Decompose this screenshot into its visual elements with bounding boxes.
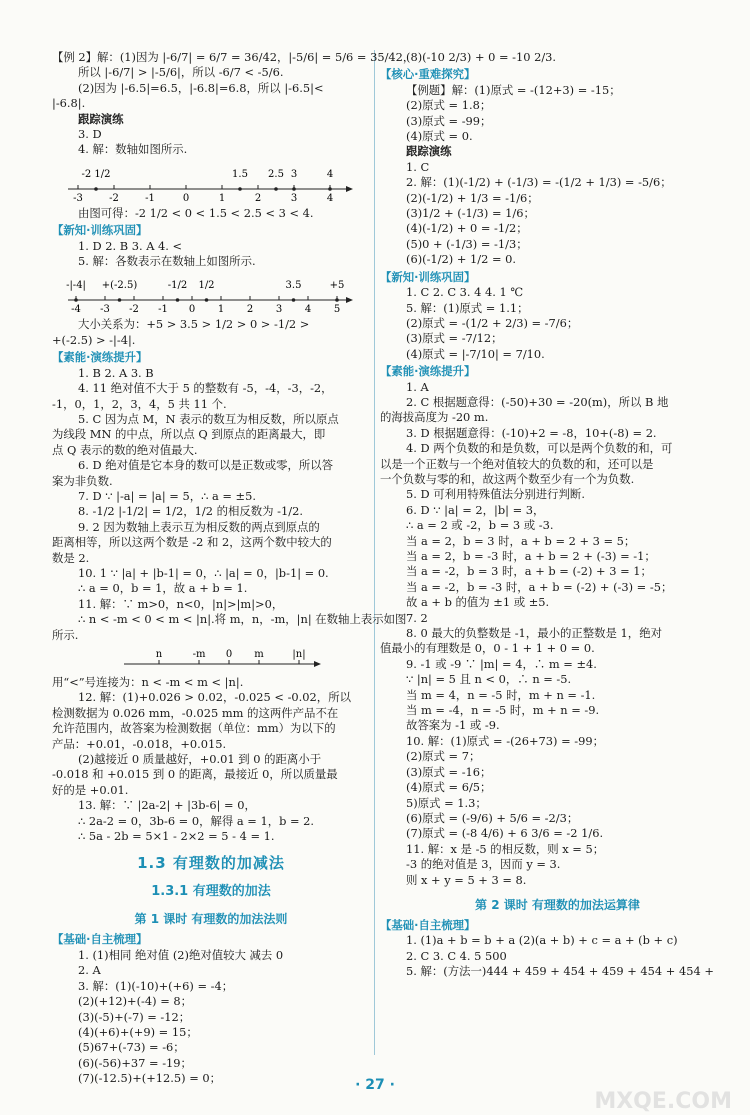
text-line: 6. D 绝对值是它本身的数可以是正数或零，所以答 [78, 458, 334, 473]
text-line: (2)(-1/2) + 1/3 = -1/6； [406, 190, 539, 205]
text-line: 5. C 因为点 M，N 表示的数互为相反数，所以原点 [78, 411, 339, 426]
text-line: 8. 0 最大的负整数是 -1，最小的正整数是 1，绝对 [406, 626, 662, 641]
point-label: -m [192, 649, 206, 660]
text-line: -3 的绝对值是 3，因而 y = 3. [406, 857, 561, 872]
axis-arrow [314, 661, 321, 667]
text-line: 【基础·自主梳理】 [52, 932, 148, 947]
text-line: 则 x + y = 5 + 3 = 8. [406, 872, 527, 887]
text-line: (3)1/2 + (-1/3) = 1/6； [406, 206, 535, 221]
tick-label: -2 [109, 192, 119, 204]
number-line-1-svg [64, 161, 354, 203]
text-line: 2. C 根据题意得：(-50)+30 = -20(m)，所以 B 地 [406, 394, 669, 409]
tick-label: 1 [218, 192, 226, 204]
text-line: 5. 解：各数表示在数轴上如图所示. [78, 254, 256, 269]
text-line: 1. B 2. A 3. B [78, 365, 154, 380]
tick-label: -4 [71, 304, 81, 316]
text-line: 12. 解：(1)+0.026 > 0.02，-0.025 < -0.02，所以 [78, 690, 351, 705]
text-line: 当 a = -2，b = 3 时，a + b = (-2) + 3 = 1； [406, 564, 652, 579]
point-label: |n| [292, 649, 306, 660]
tick-label: -1 [145, 192, 155, 204]
text-line: 4. D 两个负数的和是负数，可以是两个负数的和，可 [406, 441, 673, 456]
text-line: 5. 解：(1)原式 = 1.1； [406, 300, 529, 315]
text-line: 3. 解：(1)(-10)+(+6) = -4； [78, 978, 234, 993]
text-line: 由图可得：-2 1/2 < 0 < 1.5 < 2.5 < 3 < 4. [78, 205, 314, 220]
text-line: 产品：+0.01，-0.018，+0.015. [52, 736, 227, 751]
text-line: 1. C [406, 159, 430, 174]
text-line: 为线段 MN 的中点，所以点 Q 到原点的距离最大，即 [52, 427, 326, 442]
left-lines-a [52, 50, 415, 158]
text-line: 数是 2. [52, 550, 90, 565]
point-label: 0 [225, 649, 233, 660]
text-line: 11. 解：x 是 -5 的相反数，则 x = 5； [406, 841, 605, 856]
text-line: 3. D [78, 127, 102, 142]
text-line: 【例 2】解：(1)因为 |-6/7| = 6/7 = 36/42，|-5/6| = 5/6 = 35/42， [52, 50, 415, 64]
text-line: 7. 2 [406, 610, 428, 625]
text-line: 【基础·自主梳理】 [380, 917, 476, 932]
text-line: 所以 |-6/7| > |-5/6|，所以 -6/7 < -5/6. [78, 65, 284, 80]
text-line: 1. C 2. C 3. 4 4. 1 ℃ [406, 285, 524, 300]
number-line-2 [64, 272, 354, 314]
text-line: 5. D 可利用特殊值法分别进行判断. [406, 487, 585, 502]
text-line: 故答案为 -1 或 -9. [406, 718, 500, 733]
point-marker [238, 187, 242, 191]
text-line: 距离相等，所以这两个数是 -2 和 2，这两个数中较大的 [52, 535, 332, 550]
point-label: -|-4| [66, 280, 86, 292]
lesson-heading-1: 第 1 课时 有理数的加法法则 [134, 912, 288, 927]
tick-label: -1 [158, 304, 168, 316]
text-line: 1. D 2. B 3. A 4. < [78, 238, 183, 253]
right-lines-a [380, 50, 735, 888]
tick-label: 3 [275, 304, 283, 316]
point-label: 2.5 [268, 168, 284, 180]
left-lines-c [52, 317, 407, 643]
text-line: (3)原式 = -16； [406, 764, 492, 779]
text-line: 当 m = 4，n = -5 时，m + n = -1. [406, 687, 596, 702]
text-line: ∴ 2a-2 = 0，3b-6 = 0，解得 a = 1，b = 2. [78, 813, 315, 828]
watermark-logo: MXQE.COM [594, 1088, 732, 1114]
text-line: 10. 1 ∵ |a| + |b-1| = 0，∴ |a| = 0，|b-1| = 0. [78, 565, 329, 580]
text-line: 检测数据为 0.026 mm，-0.025 mm 的这两件产品不在 [52, 705, 339, 720]
text-line: 1. (1)a + b = b + a (2)(a + b) + c = a + (b + c) [406, 933, 678, 948]
text-line: (3)原式 = -7/12； [406, 331, 503, 346]
text-line: 案为非负数. [52, 473, 113, 488]
point-label: 3 [290, 168, 298, 180]
tick-label: -2 [129, 304, 139, 316]
point-marker [292, 187, 296, 191]
point-marker [94, 187, 98, 191]
text-line: 7. D ∵ |-a| = |a| = 5，∴ a = ±5. [78, 488, 256, 503]
point-label: 1.5 [232, 168, 248, 180]
text-line: 【核心·重难探究】 [380, 67, 476, 82]
point-marker [205, 299, 209, 303]
text-line: 9. 2 因为数轴上表示互为相反数的两点到原点的 [78, 519, 320, 534]
point-marker [74, 299, 78, 303]
text-line: |-6.8|. [52, 96, 86, 111]
text-line: 9. -1 或 -9 ∵ |m| = 4，∴ m = ±4. [406, 656, 597, 671]
text-line: 当 a = -2，b = -3 时，a + b = (-2) + (-3) = -5； [406, 579, 673, 594]
text-line: 【新知·训练巩固】 [52, 223, 148, 238]
text-line: 6. D ∵ |a| = 2，|b| = 3， [406, 502, 545, 517]
text-line: (2)原式 = 7； [406, 749, 481, 764]
text-line: 1. (1)相同 绝对值 (2)绝对值较大 减去 0 [78, 947, 284, 962]
tick-label: 3 [290, 192, 298, 204]
left-lines-b [52, 206, 370, 270]
text-line: ∴ 5a - 2b = 5×1 - 2×2 = 5 - 4 = 1. [78, 829, 275, 844]
point-marker [176, 299, 180, 303]
point-label: 3.5 [285, 280, 302, 292]
text-line: 4. 解：数轴如图所示. [78, 142, 188, 157]
text-line: (5)0 + (-1/3) = -1/3； [406, 236, 528, 251]
text-line: 5. 解：(方法一)444 + 459 + 454 + 459 + 454 + 454 + [406, 964, 714, 979]
section-heading-1-3-1: 1.3.1 有理数的加法 [151, 884, 271, 900]
text-line: (3)原式 = -99； [406, 113, 492, 128]
text-line: 13. 解：∵ |2a-2| + |3b-6| = 0， [78, 798, 256, 813]
text-line: (2)原式 = 1.8； [406, 98, 492, 113]
text-line: 当 a = 2，b = -3 时，a + b = 2 + (-3) = -1； [406, 549, 656, 563]
text-line: 允许范围内，故答案为检测数据（单位：mm）为以下的 [52, 721, 336, 736]
text-line: (8)(-10 2/3) + 0 = -10 2/3. [406, 50, 557, 64]
point-marker [118, 299, 122, 303]
text-line: 2. C 3. C 4. 5 500 [406, 948, 507, 963]
column-divider [374, 50, 375, 1055]
tick-label: 5 [333, 304, 341, 316]
point-label: -1/2 [167, 280, 188, 292]
tick-label: 2 [246, 304, 254, 316]
text-line: 4. 11 绝对值不大于 5 的整数有 -5，-4，-3，-2， [78, 381, 333, 396]
point-label: 1/2 [198, 280, 215, 292]
point-label: +5 [329, 280, 345, 292]
text-line: 好的是 +0.01. [52, 782, 129, 797]
text-line: 跟踪演练 [78, 111, 124, 126]
point-marker [274, 187, 278, 191]
point-marker [335, 299, 339, 303]
text-line: 【例题】解：(1)原式 = -(12+3) = -15； [406, 82, 621, 97]
text-line: (2)越接近 0 质量越好，+0.01 到 0 的距离小于 [78, 752, 322, 767]
text-line: 故 a + b 的值为 ±1 或 ±5. [406, 595, 550, 610]
section-heading-1-3: 1.3 有理数的加减法 [137, 854, 285, 873]
text-line: 1. A [406, 379, 429, 394]
text-line: (3)(-5)+(-7) = -12； [78, 1009, 191, 1024]
text-line: ∴ n < -m < 0 < m < |n|.将 m，n，-m，|n| 在数轴上表示如图 [78, 612, 407, 627]
text-line: -0.018 和 +0.015 到 0 的距离，最接近 0，所以质量最 [52, 767, 338, 782]
text-line: (7)原式 = (-8 4/6) + 6 3/6 = -2 1/6. [406, 826, 604, 841]
text-line: (4)(+6)+(+9) = 15； [78, 1024, 198, 1039]
text-line: (4)原式 = |-7/10| = 7/10. [406, 346, 545, 361]
text-line: (4)(-1/2) + 0 = -1/2； [406, 221, 528, 236]
point-marker [292, 299, 296, 303]
number-line-2-svg [64, 272, 354, 314]
text-line: (5)67+(-73) = -6； [78, 1040, 185, 1055]
text-line: (2)原式 = -(1/2 + 2/3) = -7/6； [406, 315, 579, 330]
text-line: 点 Q 表示的数的绝对值最大. [52, 442, 198, 457]
text-line: (2)(+12)+(-4) = 8； [78, 994, 193, 1009]
text-line: 所示. [52, 627, 79, 642]
text-line: 大小关系为：+5 > 3.5 > 1/2 > 0 > -1/2 > [78, 317, 310, 332]
text-line: ∴ a = 0，b = 1，故 a + b = 1. [78, 581, 248, 596]
text-line: -1，0，1，2，3，4，5 共 11 个. [52, 396, 227, 411]
text-line: (6)(-56)+37 = -19； [78, 1055, 192, 1070]
text-line: (4)原式 = 6/5； [406, 780, 492, 795]
number-line-1 [64, 161, 354, 203]
tick-label: 1 [217, 304, 225, 316]
tick-label: 0 [188, 304, 196, 316]
page-number: · 27 · [355, 1077, 395, 1093]
text-line: 以是一个正数与一个绝对值较大的负数的和，还可以是 [380, 456, 654, 471]
text-line: 当 m = -4，n = -5 时，m + n = -9. [406, 703, 600, 718]
text-line: (6)(-1/2) + 1/2 = 0. [406, 252, 516, 267]
lesson-heading-2: 第 2 课时 有理数的加法运算律 [475, 897, 640, 912]
point-label: n [155, 649, 163, 660]
text-line: 【素能·演练提升】 [380, 364, 476, 379]
point-label: m [254, 649, 264, 660]
text-line: 11. 解：∵ m>0，n<0，|n|>|m|>0， [78, 596, 284, 611]
text-line: 2. A [78, 963, 101, 978]
tick-label: 2 [254, 192, 262, 204]
tick-label: 4 [304, 304, 312, 316]
text-line: ∴ a = 2 或 -2，b = 3 或 -3. [406, 518, 554, 533]
axis-arrow [346, 186, 353, 192]
text-line: (6)原式 = (-9/6) + 5/6 = -2/3； [406, 810, 579, 825]
text-line: 10. 解：(1)原式 = -(26+73) = -99； [406, 733, 605, 748]
point-label: +(-2.5) [101, 280, 138, 292]
tick-label: 0 [182, 192, 190, 204]
text-line: 用“<”号连接为：n < -m < m < |n|. [52, 675, 244, 689]
text-line: 跟踪演练 [406, 144, 452, 159]
axis-arrow [346, 297, 353, 303]
point-marker [328, 187, 332, 191]
right-column [380, 50, 735, 1060]
text-line: 当 a = 2，b = 3 时，a + b = 2 + 3 = 5； [406, 533, 636, 548]
text-line: (4)原式 = 0. [406, 129, 473, 144]
text-line: 一个负数与零的和，故这两个数至少有一个为负数. [380, 471, 635, 486]
tick-label: -3 [73, 192, 83, 204]
text-line: 2. 解：(1)(-1/2) + (-1/3) = -(1/2 + 1/3) = -5/6； [406, 175, 672, 190]
text-line: (7)(-12.5)+(+12.5) = 0； [78, 1071, 221, 1086]
text-line: 5)原式 = 1.3； [406, 795, 487, 810]
tick-label: 4 [326, 192, 334, 204]
text-line: (2)因为 |-6.5|=6.5，|-6.8|=6.8，所以 |-6.5|< [78, 80, 324, 95]
right-lines-b [380, 918, 735, 980]
text-line: 3. D 根据题意得：(-10)+2 = -8，10+(-8) = 2. [406, 425, 657, 440]
tick-label: -3 [100, 304, 110, 316]
text-line: 值最小的有理数是 0，0 - 1 + 1 + 0 = 0. [380, 641, 595, 656]
text-line: 的海拔高度为 -20 m. [380, 410, 489, 425]
text-line: ∵ |n| = 5 且 n < 0，∴ n = -5. [406, 672, 572, 687]
left-lines-d [52, 675, 370, 844]
text-line: 【新知·训练巩固】 [380, 269, 476, 284]
number-line-3-svg [64, 646, 354, 672]
left-lines-e [52, 932, 370, 1086]
number-line-3 [64, 646, 354, 672]
point-label: -2 1/2 [81, 168, 111, 180]
point-label: 4 [326, 168, 334, 180]
text-line: 【素能·演练提升】 [52, 350, 148, 365]
text-line: +(-2.5) > -|-4|. [52, 332, 136, 347]
text-line: 8. -1/2 |-1/2| = 1/2，1/2 的相反数为 -1/2. [78, 504, 303, 519]
